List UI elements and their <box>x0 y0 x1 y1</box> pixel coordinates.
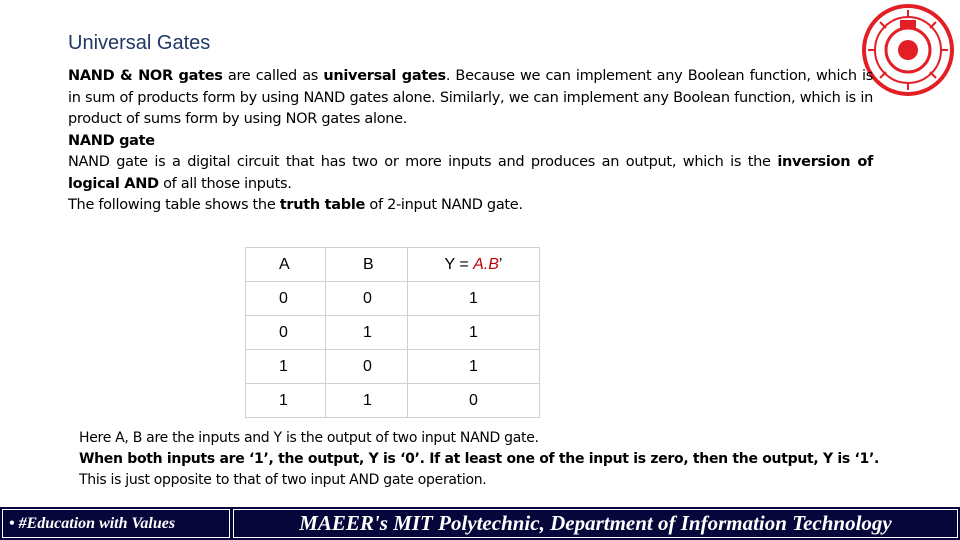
footer-institution: MAEER's MIT Polytechnic, Department of Information Technology <box>233 509 958 538</box>
nand-definition-paragraph: NAND gate is a digital circuit that has two or more inputs and produces an output, which is the inversion of logical AND of all those inputs. <box>68 154 873 192</box>
universal-gates-paragraph: NAND & NOR gates are called as universal gates. Because we can implement any Boolean function, which is in sum of products form by using NAND gates alone. Similarly, we can implement any Boolean function, which is in product of sums form by using NOR gates alone. <box>68 68 873 127</box>
explanation-line-3: This is just opposite to that of two input AND gate operation. <box>79 472 487 488</box>
header-y: Y = A.B’ <box>408 248 540 282</box>
nand-gate-subheading: NAND gate <box>68 132 155 149</box>
table-row <box>246 350 540 384</box>
header-a: A <box>246 248 326 282</box>
cell-y: 1 <box>408 350 540 384</box>
explanation-line-2: When both inputs are ‘1’, the output, Y is ‘0’. If at least one of the input is zero, then the output, Y is ‘1’. <box>79 451 879 467</box>
cell-b: 0 <box>326 350 408 384</box>
table-row <box>246 316 540 350</box>
cell-b: 1 <box>326 384 408 418</box>
cell-a: 1 <box>246 384 326 418</box>
cell-a: 0 <box>246 316 326 350</box>
cell-b: 0 <box>326 282 408 316</box>
explanation-line-1: Here A, B are the inputs and Y is the output of two input NAND gate. <box>79 430 539 446</box>
cell-a: 0 <box>246 282 326 316</box>
cell-y: 0 <box>408 384 540 418</box>
table-header-row <box>246 248 540 282</box>
explanation-text <box>79 428 879 491</box>
table-intro-paragraph: The following table shows the truth table of 2-input NAND gate. <box>68 197 523 213</box>
table-row <box>246 384 540 418</box>
cell-y: 1 <box>408 282 540 316</box>
footer-tagline: • #Education with Values <box>2 509 230 538</box>
nand-truth-table <box>245 247 540 418</box>
cell-y: 1 <box>408 316 540 350</box>
institute-seal-icon <box>862 4 954 96</box>
cell-a: 1 <box>246 350 326 384</box>
table-row <box>246 282 540 316</box>
footer-bar <box>0 507 960 540</box>
cell-b: 1 <box>326 316 408 350</box>
page-title: Universal Gates <box>68 32 211 54</box>
intro-text <box>68 66 873 217</box>
header-b: B <box>326 248 408 282</box>
